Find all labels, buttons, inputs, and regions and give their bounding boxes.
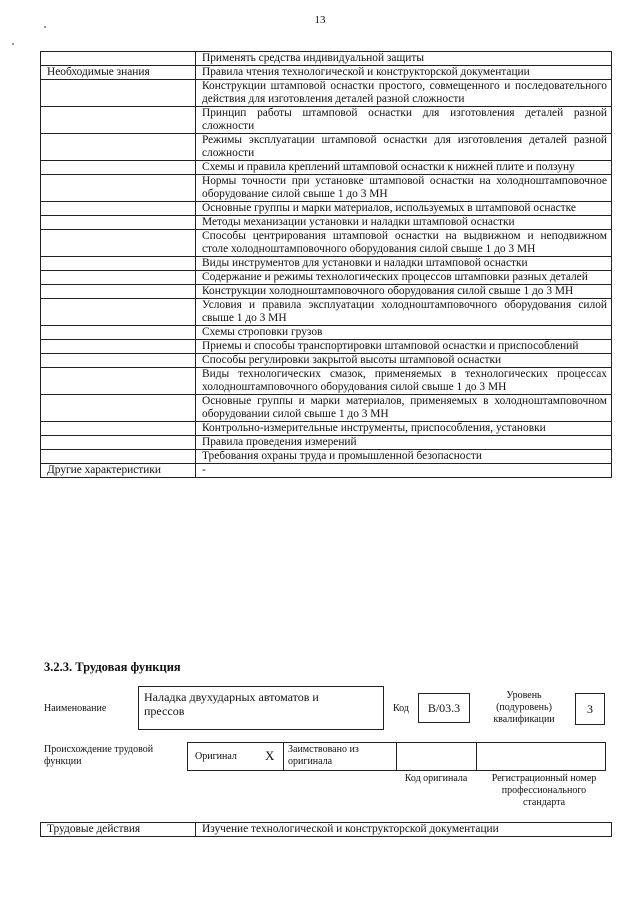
- code-value-box: [418, 693, 470, 723]
- row-label: [41, 354, 196, 368]
- actions-label: Трудовые действия: [41, 823, 196, 837]
- row-label: [41, 422, 196, 436]
- row-value: Виды технологических смазок, применяемых в технологических процессах холодноштамповочного оборудования силой свыше 1 до 3 МН: [196, 368, 612, 395]
- row-value: Контрольно-измерительные инструменты, приспособления, установки: [196, 422, 612, 436]
- table-row: [41, 340, 612, 354]
- level-label: Уровень (подуровень) квалификации: [493, 690, 555, 725]
- section-title: 3.2.3. Трудовая функция: [44, 660, 181, 674]
- row-value: Условия и правила эксплуатации холодноштамповочного оборудования силой свыше 1 до 3 МН: [196, 299, 612, 326]
- row-value: Нормы точности при установке штамповой оснастки на холодноштамповочное оборудование силой свыше 1 до 3 МН: [196, 175, 612, 202]
- row-label: [41, 450, 196, 464]
- row-label: [41, 340, 196, 354]
- name-value-box: [138, 686, 384, 730]
- row-value: -: [196, 464, 612, 478]
- origin-label: Происхождение трудовой функции: [44, 744, 154, 767]
- row-value: Методы механизации установки и наладки штамповой оснастки: [196, 216, 612, 230]
- table-row: [41, 395, 612, 422]
- row-label: Необходимые знания: [41, 66, 196, 80]
- row-value: Конструкции холодноштамповочного оборудования силой свыше 1 до 3 МН: [196, 285, 612, 299]
- row-label: [41, 368, 196, 395]
- origin-divider-1: [283, 742, 284, 771]
- row-value: Основные группы и марки материалов, применяемых в холодноштамповочном оборудовании силой свыше 1 до 3 МН: [196, 395, 612, 422]
- scan-speck: [44, 26, 46, 28]
- row-value: Схемы строповки грузов: [196, 326, 612, 340]
- row-label: Другие характеристики: [41, 464, 196, 478]
- origin-divider-3: [476, 742, 477, 771]
- table-row: [41, 368, 612, 395]
- row-value: Применять средства индивидуальной защиты: [196, 52, 612, 66]
- row-label: [41, 271, 196, 285]
- table-row: [41, 436, 612, 450]
- table-row: [41, 52, 612, 66]
- row-label: [41, 161, 196, 175]
- knowledge-table: [40, 51, 612, 478]
- row-label: [41, 175, 196, 202]
- row-label: [41, 202, 196, 216]
- row-value: Виды инструментов для установки и наладки штамповой оснастки: [196, 257, 612, 271]
- code-caption: Код оригинала: [404, 773, 468, 784]
- row-value: Способы центрирования штамповой оснастки на выдвижном и неподвижном столе холодноштамповочного оборудования силой свыше 1 до 3 МН: [196, 230, 612, 257]
- level-value-box: [575, 693, 605, 725]
- row-label: [41, 436, 196, 450]
- actions-value: Изучение технологической и конструкторской документации: [196, 823, 612, 837]
- table-row: [41, 464, 612, 478]
- row-label: [41, 285, 196, 299]
- table-row: [41, 66, 612, 80]
- borrowed-label: Заимствовано из оригинала: [288, 744, 359, 767]
- row-value: Приемы и способы транспортировки штамповой оснастки и приспособлений: [196, 340, 612, 354]
- table-row: [41, 299, 612, 326]
- table-row: [41, 271, 612, 285]
- table-row: [41, 134, 612, 161]
- table-row: [41, 326, 612, 340]
- row-label: [41, 395, 196, 422]
- scan-speck: [12, 43, 14, 45]
- row-label: [41, 326, 196, 340]
- table-row: [41, 202, 612, 216]
- original-label: Оригинал: [195, 751, 237, 762]
- row-label: [41, 52, 196, 66]
- table-row: [41, 161, 612, 175]
- table-row: [41, 257, 612, 271]
- row-value: Режимы эксплуатации штамповой оснастки для изготовления деталей разной сложности: [196, 134, 612, 161]
- table-row: [41, 175, 612, 202]
- table-row: [41, 107, 612, 134]
- row-value: Правила проведения измерений: [196, 436, 612, 450]
- row-value: Требования охраны труда и промышленной безопасности: [196, 450, 612, 464]
- row-value: Способы регулировки закрытой высоты штамповой оснастки: [196, 354, 612, 368]
- code-value: B/03.3: [427, 701, 461, 715]
- row-value: Схемы и правила креплений штамповой оснастки к нижней плите и ползуну: [196, 161, 612, 175]
- row-value: Принцип работы штамповой оснастки для изготовления деталей разной сложности: [196, 107, 612, 134]
- table-row: [41, 216, 612, 230]
- table-row: [41, 285, 612, 299]
- origin-divider-2: [396, 742, 397, 771]
- row-label: [41, 230, 196, 257]
- table-row: [41, 450, 612, 464]
- table-row: [41, 354, 612, 368]
- row-label: [41, 134, 196, 161]
- row-label: [41, 107, 196, 134]
- code-label: Код: [393, 703, 409, 714]
- table-row: [41, 230, 612, 257]
- row-label: [41, 216, 196, 230]
- row-label: [41, 80, 196, 107]
- row-value: Основные группы и марки материалов, используемых в штамповой оснастке: [196, 202, 612, 216]
- row-value: Содержание и режимы технологических процессов штамповки разных деталей: [196, 271, 612, 285]
- row-value: Конструкции штамповой оснастки простого, совмещенного и последовательного действия для изготовления деталей разной сложности: [196, 80, 612, 107]
- actions-table: [40, 822, 612, 837]
- row-value: Правила чтения технологической и конструкторской документации: [196, 66, 612, 80]
- actions-row: [41, 823, 612, 837]
- table-row: [41, 422, 612, 436]
- row-label: [41, 299, 196, 326]
- name-value: Наладка двухударных автоматов и прессов: [144, 690, 319, 718]
- page-number: 13: [314, 14, 326, 26]
- original-mark: X: [265, 748, 275, 763]
- reg-caption: Регистрационный номер профессионального стандарта: [491, 773, 597, 808]
- row-label: [41, 257, 196, 271]
- level-value: 3: [587, 702, 593, 716]
- table-row: [41, 80, 612, 107]
- name-label: Наименование: [44, 703, 107, 714]
